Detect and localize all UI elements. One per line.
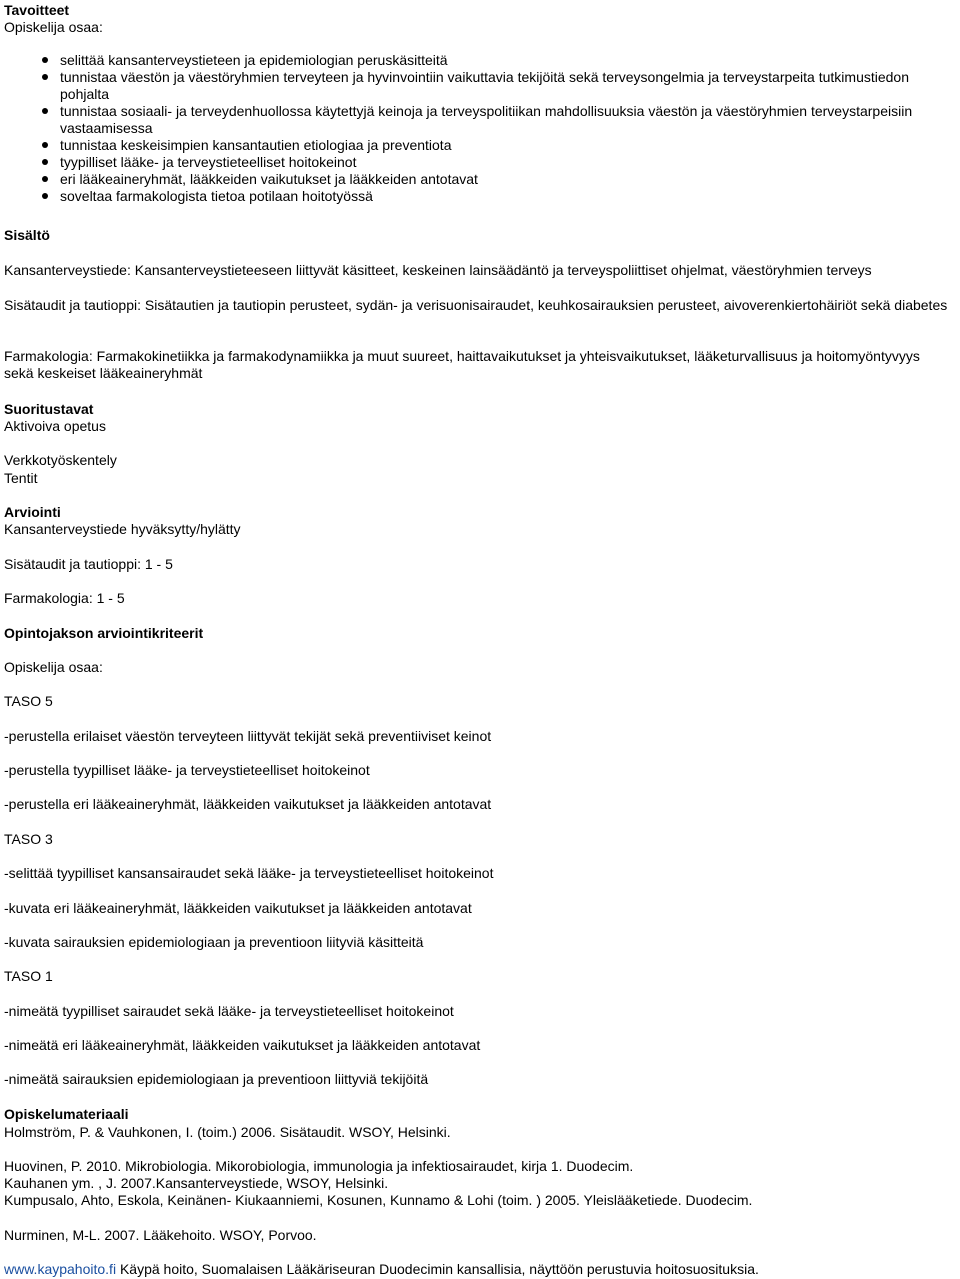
list-item: tyypilliset lääke- ja terveystieteelliset hoitokeinot xyxy=(60,154,946,171)
suoritustavat-heading: Suoritustavat xyxy=(4,401,94,417)
reference-link-description: Käypä hoito, Suomalaisen Lääkäriseuran Duodecimin kansallisia, näyttöön perustuvia hoitosuosituksia. xyxy=(116,1261,759,1277)
kaypahoito-link[interactable]: www.kaypahoito.fi xyxy=(4,1261,117,1277)
taso-label: TASO 1 xyxy=(4,968,53,984)
suoritustapa-line: Verkkotyöskentely xyxy=(4,452,117,468)
arviointi-heading: Arviointi xyxy=(4,504,61,520)
suoritustapa-line: Tentit xyxy=(4,470,38,486)
list-item: tunnistaa keskeisimpien kansantautien etiologiaa ja preventiota xyxy=(60,137,946,154)
sisalto-heading: Sisältö xyxy=(4,227,50,243)
kriteeri-line: -nimeätä tyypilliset sairaudet sekä lääke- ja terveystieteelliset hoitokeinot xyxy=(4,1003,454,1019)
list-item: soveltaa farmakologista tietoa potilaan hoitotyössä xyxy=(60,188,946,205)
tavoitteet-heading: Tavoitteet xyxy=(4,2,70,18)
suoritustapa-line: Aktivoiva opetus xyxy=(4,418,106,434)
sisalto-paragraph: Farmakologia: Farmakokinetiikka ja farmakodynamiikka ja muut suureet, haittavaikutukset ja yhteisvaikutukset, lääketurvallisuus ja hoitomyöntyvyys sekä keskeiset lääkeaineryhmät xyxy=(4,348,920,381)
reference-item: Huovinen, P. 2010. Mikrobiologia. Mikorobiologia, immunologia ja infektiosairaudet, kirja 1. Duodecim. xyxy=(4,1158,634,1174)
sisalto-paragraph: Kansanterveystiede: Kansanterveystieteeseen liittyvät käsitteet, keskeinen lainsäädäntö ja terveyspoliittiset ohjelmat, väestöryhmien terveys xyxy=(4,262,872,278)
kriteeri-line: -perustella tyypilliset lääke- ja terveystieteelliset hoitokeinot xyxy=(4,762,370,778)
reference-item: Kumpusalo, Ahto, Eskola, Keinänen- Kiukaanniemi, Kosunen, Kunnamo & Lohi (toim. ) 2005. Yleislääketiede. Duodecim. xyxy=(4,1192,753,1208)
arviointi-line: Farmakologia: 1 - 5 xyxy=(4,590,125,606)
list-item: tunnistaa väestön ja väestöryhmien terveyteen ja hyvinvointiin vaikuttavia tekijöitä sekä terveysongelmia ja terveystarpeita tutkimustiedon pohjalta xyxy=(60,69,946,103)
arviointi-line: Kansanterveystiede hyväksytty/hylätty xyxy=(4,521,241,537)
sisalto-paragraph: Sisätaudit ja tautioppi: Sisätautien ja tautiopin perusteet, sydän- ja verisuonisairaudet, keuhkosairauksien perusteet, aivoverenkiertohäiriöt sekä diabetes xyxy=(4,297,948,313)
kriteeri-line: -perustella eri lääkeaineryhmät, lääkkeiden vaikutukset ja lääkkeiden antotavat xyxy=(4,796,492,812)
taso-label: TASO 5 xyxy=(4,693,53,709)
taso-label: TASO 3 xyxy=(4,831,53,847)
reference-link-line xyxy=(4,1261,950,1278)
tavoitteet-intro: Opiskelija osaa: xyxy=(4,19,103,35)
kriteerit-intro: Opiskelija osaa: xyxy=(4,659,103,675)
list-item: eri lääkeaineryhmät, lääkkeiden vaikutukset ja lääkkeiden antotavat xyxy=(60,171,946,188)
kriteeri-line: -kuvata eri lääkeaineryhmät, lääkkeiden vaikutukset ja lääkkeiden antotavat xyxy=(4,900,472,916)
list-item: selittää kansanterveystieteen ja epidemiologian peruskäsitteitä xyxy=(60,52,946,69)
materiaali-heading: Opiskelumateriaali xyxy=(4,1106,129,1122)
arviointi-line: Sisätaudit ja tautioppi: 1 - 5 xyxy=(4,556,173,572)
reference-item: Kauhanen ym. , J. 2007.Kansanterveystiede, WSOY, Helsinki. xyxy=(4,1175,389,1191)
kriteeri-line: -nimeätä eri lääkeaineryhmät, lääkkeiden vaikutukset ja lääkkeiden antotavat xyxy=(4,1037,481,1053)
kriteeri-line: -kuvata sairauksien epidemiologiaan ja preventioon liityviä käsitteitä xyxy=(4,934,424,950)
reference-item: Nurminen, M-L. 2007. Lääkehoito. WSOY, Porvoo. xyxy=(4,1227,317,1243)
kriteeri-line: -selittää tyypilliset kansansairaudet sekä lääke- ja terveystieteelliset hoitokeinot xyxy=(4,865,494,881)
kriteeri-line: -nimeätä sairauksien epidemiologiaan ja preventioon liittyviä tekijöitä xyxy=(4,1071,429,1087)
tavoitteet-list xyxy=(60,52,946,205)
reference-item: Holmström, P. & Vauhkonen, I. (toim.) 2006. Sisätaudit. WSOY, Helsinki. xyxy=(4,1124,451,1140)
list-item: tunnistaa sosiaali- ja terveydenhuollossa käytettyjä keinoja ja terveyspolitiikan mahdollisuuksia väestön ja väestöryhmien terveystarpeisiin vastaamisessa xyxy=(60,103,946,137)
kriteerit-heading: Opintojakson arviointikriteerit xyxy=(4,625,204,641)
kriteeri-line: -perustella erilaiset väestön terveyteen liittyvät tekijät sekä preventiiviset keinot xyxy=(4,728,492,744)
